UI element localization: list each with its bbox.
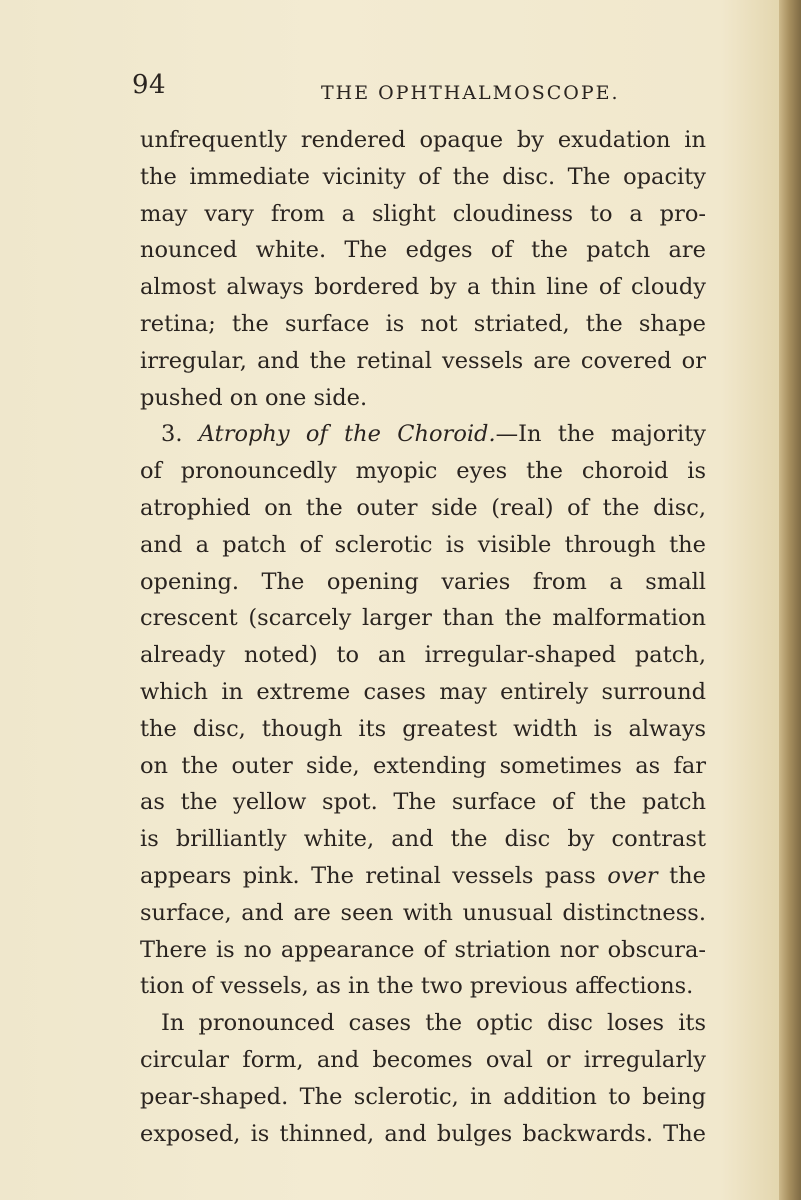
body-text bbox=[140, 122, 706, 1152]
text-line: nounced white. The edges of the patch are bbox=[140, 237, 706, 264]
section-heading-line bbox=[140, 416, 706, 453]
text-line: the immediate vicinity of the disc. The opacity bbox=[140, 163, 706, 190]
text-line: crescent (scarcely larger than the malformation bbox=[140, 605, 706, 632]
text-line: may vary from a slight cloudiness to a pro- bbox=[140, 200, 706, 227]
text-line: retina; the surface is not striated, the shape bbox=[140, 310, 706, 337]
book-spine-edge bbox=[779, 0, 801, 1200]
text-line: In pronounced cases the optic disc loses its bbox=[161, 1010, 706, 1037]
text-line: the disc, though its greatest width is always bbox=[140, 715, 706, 742]
page-number: 94 bbox=[132, 70, 167, 100]
text-line: pushed on one side. bbox=[140, 384, 368, 411]
text-line: atrophied on the outer side (real) of the disc, bbox=[140, 494, 706, 521]
text-line: which in extreme cases may entirely surround bbox=[140, 678, 706, 705]
text-line: circular form, and becomes oval or irregularly bbox=[140, 1046, 706, 1073]
section-title: Atrophy of the Choroid. bbox=[198, 421, 496, 448]
text-line-with-emphasis bbox=[140, 858, 706, 895]
text-line: opening. The opening varies from a small bbox=[140, 568, 706, 595]
text-segment: appears pink. The retinal vessels pass bbox=[140, 862, 608, 889]
section-lead-text: —In the majority bbox=[495, 421, 706, 448]
section-number: 3. bbox=[161, 421, 199, 448]
text-line: tion of vessels, as in the two previous affections. bbox=[140, 973, 694, 1000]
text-line: unfrequently rendered opaque by exudation in bbox=[140, 127, 706, 153]
emphasis-word: over bbox=[607, 862, 658, 889]
text-line: surface, and are seen with unusual distinctness. bbox=[140, 899, 706, 926]
text-line: as the yellow spot. The surface of the patch bbox=[140, 789, 706, 816]
text-line: on the outer side, extending sometimes as far bbox=[140, 752, 706, 779]
text-line: There is no appearance of striation nor obscura- bbox=[140, 936, 706, 963]
text-line: almost always bordered by a thin line of cloudy bbox=[140, 274, 706, 301]
text-line: pear-shaped. The sclerotic, in addition to being bbox=[140, 1083, 706, 1110]
page-header bbox=[132, 70, 732, 110]
text-line: is brilliantly white, and the disc by contrast bbox=[140, 826, 706, 853]
text-line: irregular, and the retinal vessels are covered or bbox=[140, 347, 706, 374]
running-title: THE OPHTHALMOSCOPE. bbox=[321, 82, 620, 104]
text-line: of pronouncedly myopic eyes the choroid is bbox=[140, 458, 706, 485]
text-line: and a patch of sclerotic is visible through the bbox=[140, 531, 706, 558]
text-line: already noted) to an irregular-shaped patch, bbox=[140, 642, 706, 669]
text-line: exposed, is thinned, and bulges backwards. The bbox=[140, 1120, 706, 1147]
text-segment: the bbox=[657, 862, 706, 889]
